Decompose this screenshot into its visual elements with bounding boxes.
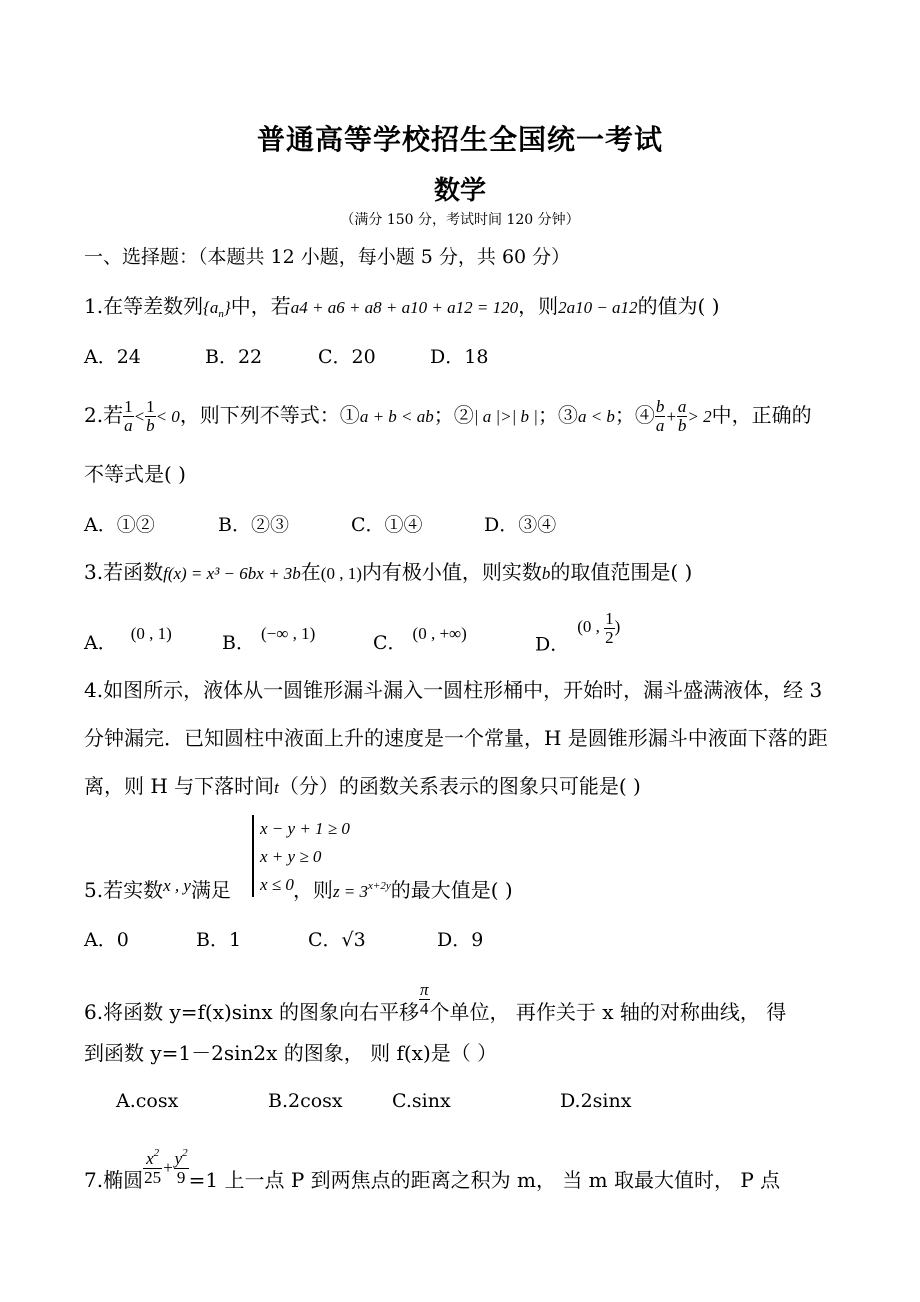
q3-interval: (0 , 1)	[320, 564, 362, 583]
q6-frac-pi-over-4: $\frac{\pi}{4}$	[419, 980, 429, 1018]
q5-expression: $z = 3^{x+2y}$	[332, 880, 391, 901]
q2-inequality-1: a + b < ab	[359, 406, 434, 426]
q6-option-b: B.2cosx	[268, 1090, 343, 1112]
q2-option-d: D．③④	[484, 514, 557, 536]
subject-title: 数学	[433, 176, 486, 206]
q2-prefix: 2.若	[84, 402, 124, 427]
q2-frac-b-over-a: $\frac{b}{a}$	[655, 397, 665, 435]
q1-option-d: D．18	[430, 346, 489, 368]
q2-frac-1-over-b: $\frac{1}{b}$	[146, 397, 155, 435]
q1-seq: $\{a_n\}$	[203, 298, 231, 320]
question-7: 7.椭圆 $\frac{x^2}{25}$ + $\frac{y^2}{9}$ =1 上一点 P 到两焦点的距离之积为 m， 当 m 取最大值时， P 点	[84, 1147, 781, 1192]
q6-option-d: D.2sinx	[560, 1090, 632, 1112]
question-6-line-1: 6.将函数 y=f(x)sinx 的图象向右平移 $\frac{\pi}{4}$ 个单位， 再作关于 x 轴的对称曲线， 得	[84, 980, 787, 1024]
q7-frac-x2-over-25: $\frac{x^2}{25}$	[144, 1147, 162, 1187]
q1-option-c: C．20	[318, 346, 376, 368]
q3-option-d-value: (0 , $\frac{1}{2}$ )	[577, 609, 621, 647]
question-1	[84, 296, 720, 320]
q5-option-b: B．1	[196, 929, 242, 951]
q2-frac-1-over-a: $\frac{1}{a}$	[124, 397, 133, 435]
question-2-line-2: 不等式是( )	[84, 462, 186, 486]
q6-option-c: C.sinx	[392, 1090, 451, 1112]
q2-inequality-2: | a |>| b |	[473, 406, 538, 426]
q2-frac-a-over-b: $\frac{a}{b}$	[677, 397, 687, 435]
q6-option-a: A.cosx	[116, 1090, 179, 1112]
q2-option-b: B．②③	[218, 514, 289, 536]
section-heading: 一、选择题：（本题共 12 小题，每小题 5 分，共 60 分）	[84, 246, 571, 268]
question-4-line-2: 分钟漏完．已知圆柱中液面上升的速度是一个常量，H 是圆锥形漏斗中液面下落的距	[84, 726, 828, 750]
q1-then: ，则	[518, 294, 559, 318]
q7-frac-y2-over-9: $\frac{y^2}{9}$	[174, 1147, 188, 1187]
q3-option-b: B． (−∞ , 1)	[222, 624, 316, 654]
q1-condition: a4 + a6 + a8 + a10 + a12 = 120	[290, 298, 519, 317]
question-6-line-2: 到函数 y=1－2sin2x 的图象， 则 f(x)是（ ）	[84, 1041, 498, 1065]
question-4-line-1: 4.如图所示，液体从一圆锥形漏斗漏入一圆柱形桶中，开始时，漏斗盛满液体，经 3	[84, 678, 823, 702]
q5-constraint-2: x + y ≥ 0	[260, 847, 322, 866]
q1-option-b: B．22	[205, 346, 263, 368]
exam-note: （满分 150 分，考试时间 120 分钟）	[340, 212, 580, 228]
question-5: 5.若实数$^{x , y}$满足 ，则$z = 3^{x+2y}$的最大值是( )	[84, 876, 513, 902]
q1-mid: 中，若	[230, 294, 291, 318]
q5-constraint-1: x − y + 1 ≥ 0	[260, 819, 350, 838]
q5-constraint-3: x ≤ 0	[260, 875, 294, 894]
q1-option-a: A．24	[84, 346, 141, 368]
q2-option-c: C．①④	[351, 514, 423, 536]
q1-tail: 的值为( )	[637, 294, 720, 318]
question-4-line-3: 离，则 H 与下落时间t（分）的函数关系表示的图象只可能是( )	[84, 774, 641, 798]
q2-option-a: A．①②	[84, 514, 155, 536]
question-2: 2.若 $\frac{1}{a}$ < $\frac{1}{b}$ < 0，则下列不等式：①a + b < ab；②| a |>| b |；③a < b；④ $\frac{b}{a}$ + $\frac{a}{b}$ > 2中，正确的	[84, 397, 812, 435]
q1-expression: 2a10 − a12	[558, 298, 638, 317]
exam-title: 普通高等学校招生全国统一考试	[256, 123, 663, 156]
q2-inequality-3: a < b	[577, 406, 615, 426]
q3-function: f(x) = x³ − 6bx + 3b	[163, 564, 301, 583]
q5-variables: x , y	[163, 876, 191, 895]
q5-option-c: C．√3	[308, 929, 366, 951]
q3-option-d: D．(0 , $\frac{1}{2}$ )	[535, 609, 621, 656]
q5-option-a: A．0	[84, 929, 129, 951]
q3-variable: b	[541, 564, 551, 583]
q3-option-c: C． (0 , +∞)	[373, 624, 467, 654]
q2-condition-tail: < 0	[155, 406, 180, 426]
q5-option-d: D．9	[437, 929, 484, 951]
q3-option-a: A． (0 , 1)	[84, 624, 172, 654]
q2-inequality-4-tail: > 2	[687, 406, 712, 426]
q1-prefix: 1.在等差数列	[84, 294, 204, 318]
question-3: 3.若函数f(x) = x³ − 6bx + 3b在(0 , 1)内有极小值，则实数b的取值范围是( )	[84, 560, 693, 584]
